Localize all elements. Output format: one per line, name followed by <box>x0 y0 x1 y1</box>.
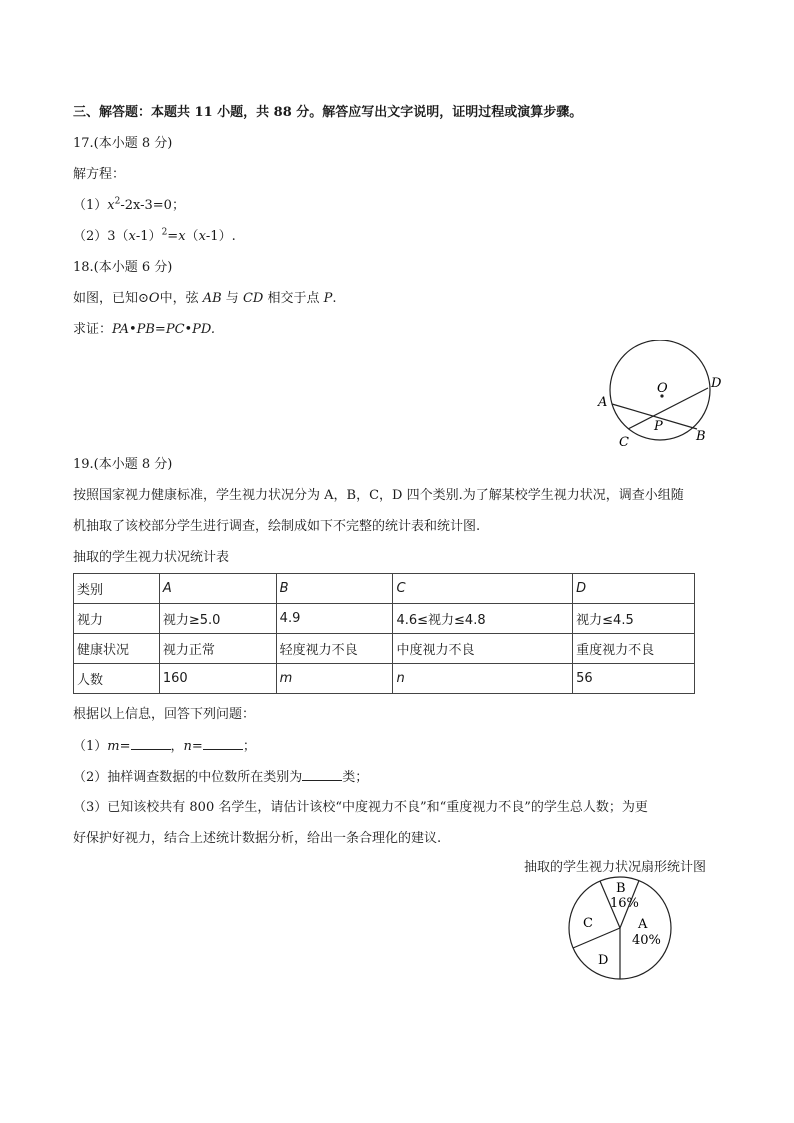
q18-given-P: P <box>323 291 333 306</box>
pie-label-A: A <box>638 917 648 932</box>
table-cell: A <box>159 574 276 604</box>
q19-sub1-b: = <box>119 739 131 754</box>
q18-prove-expr: PA•PB=PC•PD. <box>112 322 216 337</box>
table-cell: D <box>573 574 695 604</box>
q17-part2-paren: （ <box>185 229 199 244</box>
table-row <box>74 604 695 634</box>
q18-given-e: . <box>332 291 337 306</box>
section-header: 三、解答题：本题共 11 小题，共 88 分。解答应写出文字说明，证明过程或演算步骤。 <box>73 105 583 120</box>
q17-part2-end: -1）. <box>205 229 236 244</box>
q18-given-d: 相交于点 <box>263 291 324 306</box>
q17-part2-prefix: （2）3（ <box>73 229 129 244</box>
q19-sub1-a: （1） <box>73 739 108 754</box>
q17-instruction: 解方程： <box>73 167 126 182</box>
q17-part2-x1: x <box>128 229 136 244</box>
q19-sub3-line2: 好保护好视力，结合上述统计数据分析，给出一条合理化的建议. <box>73 831 442 846</box>
table-cell: 56 <box>573 664 695 694</box>
table-cell: 视力≤4.5 <box>573 604 695 634</box>
pie-value-B: 16% <box>610 896 639 911</box>
table-cell: 人数 <box>74 664 160 694</box>
q19-sub2-a: （2）抽样调查数据的中位数所在类别为 <box>73 770 303 785</box>
table-cell: 视力 <box>74 604 160 634</box>
pie-divider-cd <box>573 928 620 948</box>
q19-sub3-line1: （3）已知该校共有 800 名学生，请估计该校“中度视力不良”和“重度视力不良”的学生总人数；为更 <box>73 800 648 815</box>
q19-title: 19.(本小题 8 分) <box>73 457 173 472</box>
table-cell: 4.6≤视力≤4.8 <box>393 604 573 634</box>
q17-part2 <box>73 228 236 246</box>
q17-part1-prefix: （1） <box>73 198 108 213</box>
q17-title: 17.(本小题 8 分) <box>73 136 173 151</box>
pie-chart-title: 抽取的学生视力状况扇形统计图 <box>524 860 707 875</box>
q17-part2-x3: x <box>198 229 206 244</box>
table-cell: 4.9 <box>276 604 393 634</box>
pie-value-A: 40% <box>632 933 661 948</box>
table-cell: B <box>276 574 393 604</box>
table-row <box>74 634 695 664</box>
q18-given-AB: AB <box>202 291 222 306</box>
q18-title: 18.(本小题 6 分) <box>73 260 173 275</box>
q18-given-a: 如图，已知⊙ <box>73 291 149 306</box>
q18-given-CD: CD <box>242 291 264 306</box>
q19-sub1-c: ， <box>170 739 184 754</box>
answer-blank-median[interactable] <box>302 768 342 781</box>
chord-cd <box>628 388 708 429</box>
label-P: P <box>654 419 663 434</box>
q19-intro: 根据以上信息，回答下列问题： <box>73 707 256 722</box>
q19-sub1-d: = <box>191 739 203 754</box>
table-cell: 视力≥5.0 <box>159 604 276 634</box>
answer-blank-n[interactable] <box>203 737 243 750</box>
q19-para2: 机抽取了该校部分学生进行调查，绘制成如下不完整的统计表和统计图. <box>73 519 481 534</box>
pie-label-C: C <box>583 916 593 931</box>
q18-given-c: 与 <box>221 291 243 306</box>
table-cell: 类别 <box>74 574 160 604</box>
q17-part2-x2: x <box>178 229 186 244</box>
q17-part2-eq: = <box>167 229 179 244</box>
table-cell: 重度视力不良 <box>573 634 695 664</box>
q17-part1-exp: 2 <box>114 196 121 207</box>
q19-sub1-e: ； <box>242 739 256 754</box>
table-cell: 160 <box>159 664 276 694</box>
q18-given-O: O <box>148 291 160 306</box>
statistics-table <box>73 573 695 694</box>
answer-blank-m[interactable] <box>131 737 171 750</box>
pie-chart <box>560 875 680 985</box>
q19-para1: 按照国家视力健康标准，学生视力状况分为 A，B，C，D 四个类别.为了解某校学生视力状况，调查小组随 <box>73 488 684 503</box>
q18-given-b: 中，弦 <box>159 291 203 306</box>
circle-chords-figure <box>590 340 730 450</box>
table-row <box>74 664 695 694</box>
pie-label-D: D <box>598 953 609 968</box>
q17-part2-exp: 2 <box>161 227 168 238</box>
q19-sub2-b: 类； <box>342 770 369 785</box>
label-C: C <box>619 435 629 450</box>
table-cell: n <box>393 664 573 694</box>
q18-given <box>73 290 336 308</box>
label-D: D <box>711 376 722 391</box>
label-B: B <box>696 429 706 444</box>
table-cell: 健康状况 <box>74 634 160 664</box>
q18-prove-label: 求证： <box>73 322 113 337</box>
q18-prove <box>73 321 215 339</box>
table-title: 抽取的学生视力状况统计表 <box>73 550 230 565</box>
table-cell: 轻度视力不良 <box>276 634 393 664</box>
table-row <box>74 574 695 604</box>
table-cell: m <box>276 664 393 694</box>
q19-sub1-m: m <box>107 739 120 754</box>
q17-part2-mid: -1） <box>135 229 162 244</box>
q19-sub2 <box>73 768 368 787</box>
label-O: O <box>657 381 668 396</box>
pie-label-B: B <box>616 881 626 896</box>
label-A: A <box>598 395 608 410</box>
q19-sub1-n: n <box>183 739 192 754</box>
q17-part1 <box>73 197 185 215</box>
table-cell: 视力正常 <box>159 634 276 664</box>
table-cell: 中度视力不良 <box>393 634 573 664</box>
table-cell: C <box>393 574 573 604</box>
q19-sub1 <box>73 737 256 756</box>
q17-part1-rest: -2x-3=0； <box>120 198 185 213</box>
q17-part1-x: x <box>107 198 115 213</box>
